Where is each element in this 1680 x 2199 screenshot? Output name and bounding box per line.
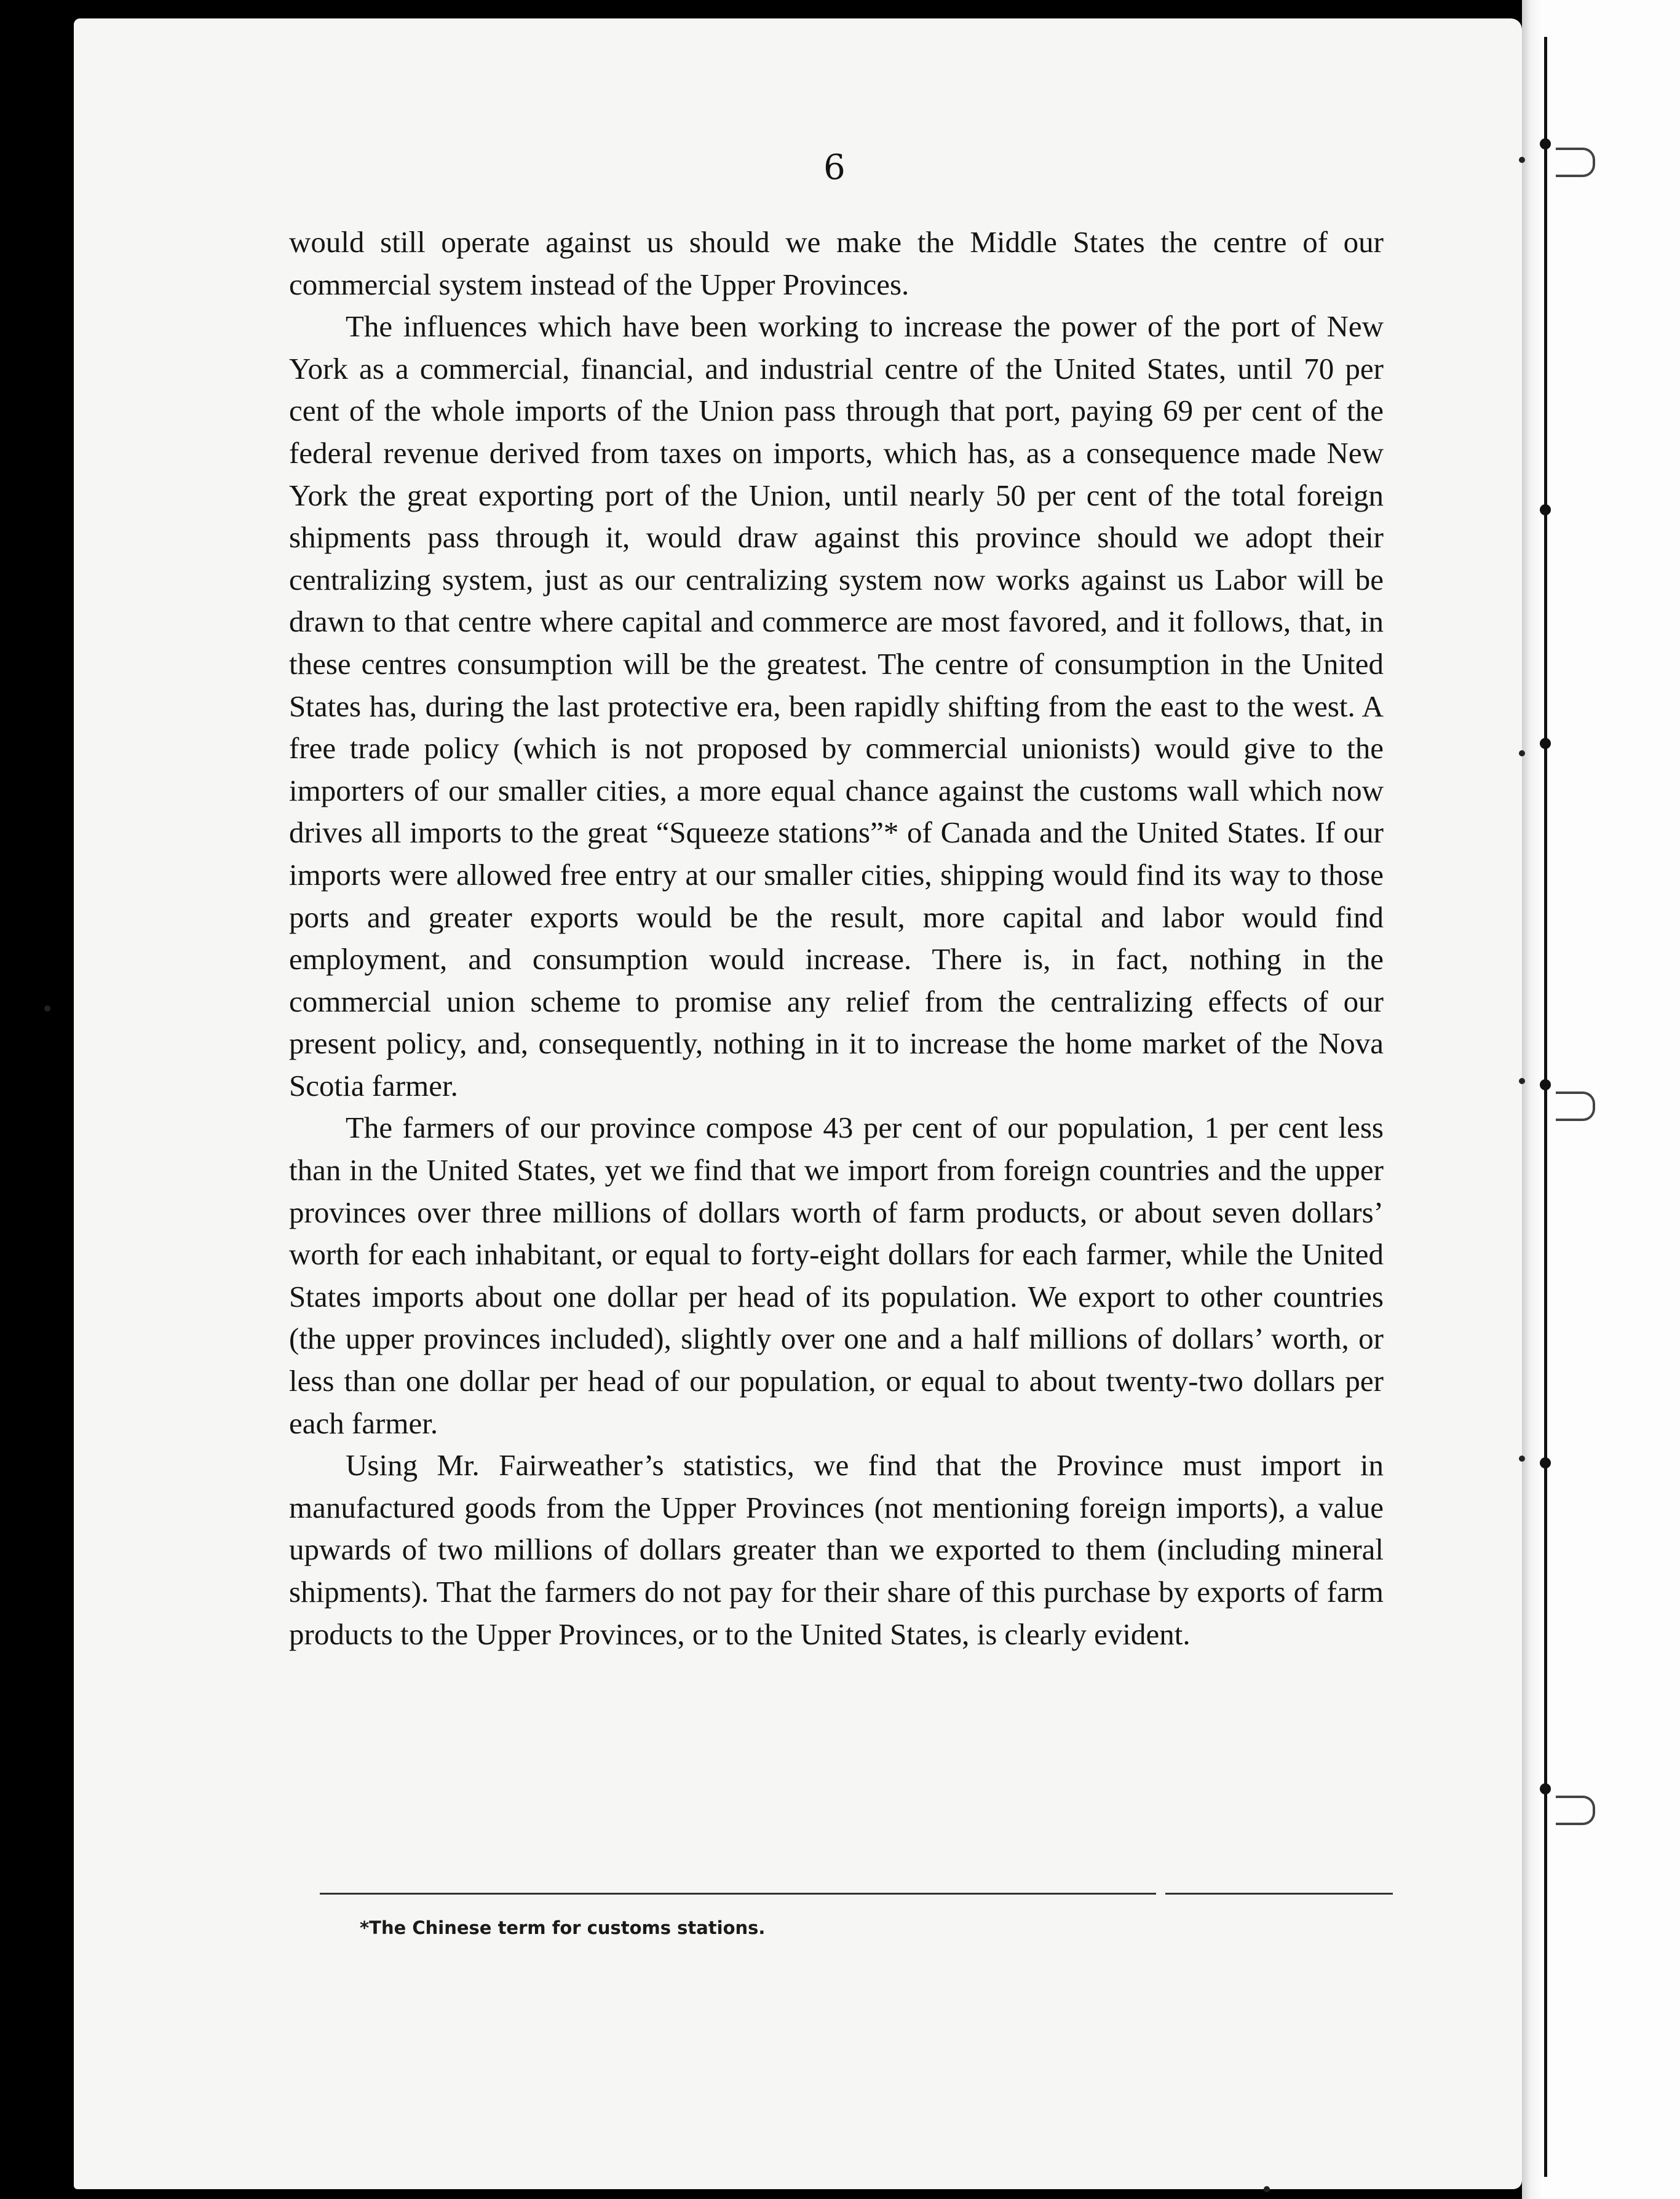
paragraph: would still operate against us should we make the Middle States the centre of our commercial system instead of the Upper Provinces. bbox=[289, 225, 1384, 301]
ink-speck bbox=[1519, 750, 1525, 756]
binding-stitch bbox=[1540, 738, 1551, 749]
binding-stitch bbox=[1540, 504, 1551, 515]
binding-loop bbox=[1556, 1796, 1595, 1825]
binding-loop bbox=[1556, 148, 1595, 177]
ink-speck bbox=[1519, 157, 1525, 163]
binding-loop bbox=[1556, 1092, 1595, 1121]
binding-thread bbox=[1544, 37, 1547, 2177]
binding-stitch bbox=[1540, 1079, 1551, 1090]
ink-speck bbox=[44, 1005, 50, 1012]
ink-speck bbox=[1519, 1078, 1525, 1084]
page-edge-shadow bbox=[1522, 0, 1543, 2199]
body-text bbox=[289, 221, 1384, 1655]
footnote-rule bbox=[1165, 1893, 1393, 1895]
paragraph: The influences which have been working to increase the power of the port of New York as a commercial, financial, and industrial centre of the United States, until 70 per cent of the whole imports of the Union pass through that port, paying 69 per cent of the federal revenue derived from taxes on imports, which has, as a consequence made New York the great exporting port of the Union, until nearly 50 per cent of the total foreign shipments pass through it, would draw against this province should we adopt their centralizing system, just as our centralizing system now works against us Labor will be drawn to that centre where capital and commerce are most favored, and it follows, that, in these centres consumption will be the greatest. The centre of consumption in the United States has, during the last protective era, been rapidly shifting from the east to the west. A free trade policy (which is not proposed by commercial unionists) would give to the importers of our smaller cities, a more equal chance against the customs wall which now drives all imports to the great “Squeeze stations”* of Canada and the United States. If our imports were allowed free entry at our smaller cities, shipping would find its way to those ports and greater exports would be the result, more capital and labor would find employment, and consumption would increase. There is, in fact, nothing in the commercial union scheme to promise any relief from the centralizing effects of our present policy, and, consequently, nothing in it to increase the home market of the Nova Scotia farmer. bbox=[289, 309, 1384, 1103]
binding-stitch bbox=[1540, 1457, 1551, 1468]
page-number: 6 bbox=[823, 148, 846, 188]
footnote: *The Chinese term for customs stations. bbox=[360, 1917, 766, 1938]
ink-speck bbox=[1264, 2186, 1270, 2192]
binding-stitch bbox=[1540, 138, 1551, 149]
paragraph: The farmers of our province compose 43 per cent of our population, 1 per cent less than in the United States, yet we find that we import from foreign countries and the upper provinces over three millions of dollars worth of farm products, or about seven dollars’ worth for each inhabitant, or equal to forty-eight dollars for each farmer, while the United States imports about one dollar per head of its population. We export to other countries (the upper provinces included), slightly over one and a half millions of dollars’ worth, or less than one dollar per head of our population, or equal to about twenty-two dollars per each farmer. bbox=[289, 1111, 1384, 1440]
ink-speck bbox=[1519, 1456, 1525, 1462]
paragraph: Using Mr. Fairweather’s statistics, we find that the Province must import in manufactured goods from the Upper Provinces (not mentioning foreign imports), a value upwards of two millions of dollars greater than we exported to them (including mineral shipments). That the farmers do not pay for their share of this purchase by exports of farm products to the Upper Provinces, or to the United States, is clearly evident. bbox=[289, 1448, 1384, 1651]
binding-stitch bbox=[1540, 1783, 1551, 1794]
footnote-rule bbox=[320, 1893, 1156, 1895]
